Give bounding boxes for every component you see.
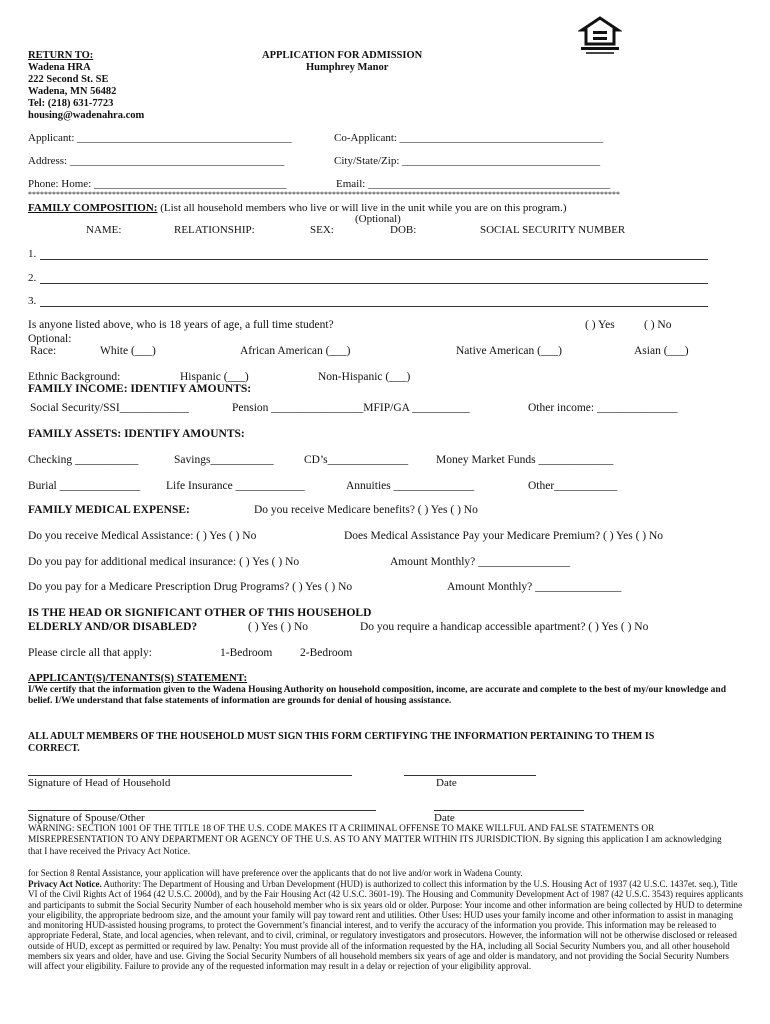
org-tel: Tel: (218) 631-7723 [28, 98, 114, 109]
asset-life-insurance[interactable]: Life Insurance ____________ [166, 480, 305, 492]
asset-cds[interactable]: CD’s______________ [304, 454, 409, 466]
head-signature-label: Signature of Head of Household [28, 777, 171, 789]
medical-heading: FAMILY MEDICAL EXPENSE: [28, 504, 190, 516]
member-row-line[interactable] [40, 283, 708, 284]
asset-burial[interactable]: Burial ______________ [28, 480, 141, 492]
asset-checking[interactable]: Checking ___________ [28, 454, 139, 466]
org-email: housing@wadenahra.com [28, 110, 145, 121]
equal-housing-logo [578, 16, 622, 56]
col-sex: SEX: [310, 224, 334, 236]
co-applicant-field[interactable]: Co-Applicant: _____________________________________ [334, 132, 604, 144]
head-date-line[interactable] [404, 775, 536, 776]
race-native-american[interactable]: Native American (___) [456, 345, 563, 357]
col-ssn: SOCIAL SECURITY NUMBER [480, 224, 626, 236]
ethnic-label: Ethnic Background: [28, 371, 121, 383]
optional-label: (Optional) [355, 213, 401, 225]
spouse-signature-line[interactable] [28, 810, 376, 811]
all-adults-notice: ALL ADULT MEMBERS OF THE HOUSEHOLD MUST SIGN THIS FORM CERTIFYING THE INFORMATION PERTAINING TO THEM IS CORRECT. [28, 731, 655, 754]
page-title: APPLICATION FOR ADMISSION [262, 50, 423, 61]
statement-heading: APPLICANT(S)/TENANTS(S) STATEMENT: [28, 672, 248, 684]
star-divider: **************************************************************************************************************************************************** [28, 190, 620, 199]
asset-savings[interactable]: Savings___________ [174, 454, 274, 466]
elderly-heading-line1: IS THE HEAD OR SIGNIFICANT OTHER OF THIS HOUSEHOLD [28, 607, 372, 619]
member-row-line[interactable] [40, 306, 708, 307]
return-to-label: RETURN TO: [28, 50, 94, 61]
insurance-amount-monthly[interactable]: Amount Monthly? ________________ [390, 556, 571, 568]
spouse-signature-label: Signature of Spouse/Other [28, 812, 145, 824]
income-pension-mfip[interactable]: Pension ________________MFIP/GA __________ [232, 402, 470, 414]
member-row-number: 1. [28, 248, 37, 260]
asset-annuities[interactable]: Annuities ______________ [346, 480, 475, 492]
col-dob: DOB: [390, 224, 417, 236]
race-african-american[interactable]: African American (___) [240, 345, 351, 357]
family-composition-line [28, 202, 567, 214]
family-composition-instruction: (List all household members who live or will live in the unit while you are on this program.) [160, 202, 567, 214]
bedroom-2[interactable]: 2-Bedroom [300, 647, 353, 659]
student-no[interactable]: ( ) No [644, 319, 672, 331]
ethnic-hispanic[interactable]: Hispanic (___) [180, 371, 249, 383]
asset-other[interactable]: Other___________ [528, 480, 618, 492]
handicap-question[interactable]: Do you require a handicap accessible apartment? ( ) Yes ( ) No [360, 621, 649, 633]
member-row-number: 2. [28, 272, 37, 284]
ethnic-non-hispanic[interactable]: Non-Hispanic (___) [318, 371, 411, 383]
statement-text: I/We certify that the information given to the Wadena Housing Authority on household composition, income, are accurate and complete to the best of my/our knowledge and belief. I/We understand that false statements of information are grounds for denial of housing assistance. [28, 685, 726, 706]
medicare-benefits-question[interactable]: Do you receive Medicare benefits? ( ) Yes ( ) No [254, 504, 478, 516]
assets-heading: FAMILY ASSETS: IDENTIFY AMOUNTS: [28, 428, 245, 440]
bedroom-1[interactable]: 1-Bedroom [220, 647, 273, 659]
income-other[interactable]: Other income: ______________ [528, 402, 678, 414]
page-subtitle: Humphrey Manor [306, 62, 389, 73]
race-white[interactable]: White (___) [100, 345, 156, 357]
optional-race-label: Optional: [28, 333, 72, 345]
city-state-zip-field[interactable]: City/State/Zip: ____________________________________ [334, 155, 601, 167]
asset-money-market[interactable]: Money Market Funds _____________ [436, 454, 614, 466]
medicare-premium-question[interactable]: Does Medical Assistance Pay your Medicare Premium? ( ) Yes ( ) No [344, 530, 664, 542]
student-yes[interactable]: ( ) Yes [585, 319, 615, 331]
spouse-date-label: Date [434, 812, 455, 824]
head-date-label: Date [436, 777, 457, 789]
race-asian[interactable]: Asian (___) [634, 345, 689, 357]
col-relationship: RELATIONSHIP: [174, 224, 255, 236]
privacy-act-text: Authority: The Department of Housing and Urban Development (HUD) is authorized to collect this information by the U.S. Housing Act of 1937 (42 U.S.C. 1437et. seq.), Title VI of the Civil Rights Act of 1964 (42 U.S.C. 2000d), and by the Fair Housing Act (42 U.S.C. 3601-19). The Housing and Community Development Act of 1987 (42 U.S.C. 3543) requires applicants and participants to submit the Social Security Number of each household member who is six years old or older. Purpose: Your income and other information are being collected by HUD to determine your eligibility, the appropriate bedroom size, and the amount your family will pay toward rent and utilities. Other Uses: HUD uses your family income and other information to assist in managing and monitoring HUD-assisted housing programs, to protect the Government’s financial interest, and to verify the accuracy of the information you provide. This information may be released to appropriate Federal, State, and local agencies, when relevant, and to civil, criminal, or regulatory investigators and prosecutors. However, the information will not be otherwise disclosed or released outside of HUD, except as permitted or required by law. Penalty: You must provide all of the information requested by the HA, including all Social Security Numbers you, and all other household members six years and older, have and use. Giving the Social Security Numbers of all household members six years of age and older is mandatory, and not providing the Social Security Numbers will affect your eligibility. Failure to provide any of the requested information may result in a delay or rejection of your eligibility approval. [28, 879, 744, 972]
org-city: Wadena, MN 56482 [28, 86, 117, 97]
additional-insurance-question[interactable]: Do you pay for additional medical insurance: ( ) Yes ( ) No [28, 556, 300, 568]
address-field[interactable]: Address: _______________________________________ [28, 155, 285, 167]
bedroom-label: Please circle all that apply: [28, 647, 152, 659]
medical-assistance-question[interactable]: Do you receive Medical Assistance: ( ) Yes ( ) No [28, 530, 257, 542]
phone-field[interactable]: Phone: Home: ___________________________________ [28, 178, 287, 190]
race-label: Race: [30, 345, 57, 357]
warning-text: WARNING: SECTION 1001 OF THE TITLE 18 OF THE U.S. CODE MAKES IT A CRIIMINAL OFFENSE TO MAKE WILLFUL AND FALSE STATEMENTS OR MISREPRESENTATION TO ANY DEPARTMENT OR AGENCY OF THE U.S. AS TO ANY MATTER WITHIN ITS JURISDICTION. By signing this application I am acknowledging that I have received the Privacy Act Notice. [28, 824, 722, 857]
org-name: Wadena HRA [28, 62, 91, 73]
privacy-act-label: Privacy Act Notice. [28, 879, 102, 889]
member-row-line[interactable] [40, 259, 708, 260]
org-street: 222 Second St. SE [28, 74, 109, 85]
header-address-block [28, 50, 144, 122]
member-row-number: 3. [28, 295, 37, 307]
section8-note: for Section 8 Rental Assistance, your application will have preference over the applicants that do not live and/or work in Wadena County. [28, 868, 523, 878]
prescription-drug-question[interactable]: Do you pay for a Medicare Prescription Drug Programs? ( ) Yes ( ) No [28, 581, 353, 593]
income-ssi[interactable]: Social Security/SSI____________ [30, 402, 189, 414]
elderly-yes-no[interactable]: ( ) Yes ( ) No [248, 621, 309, 633]
privacy-act-notice [28, 879, 744, 972]
family-composition-heading: FAMILY COMPOSITION: [28, 202, 158, 214]
prescription-amount-monthly[interactable]: Amount Monthly? _______________ [447, 581, 622, 593]
col-name: NAME: [86, 224, 122, 236]
email-field[interactable]: Email: ____________________________________________ [336, 178, 611, 190]
elderly-heading-line2: ELDERLY AND/OR DISABLED? [28, 621, 198, 633]
spouse-date-line[interactable] [434, 810, 584, 811]
student-question: Is anyone listed above, who is 18 years of age, a full time student? [28, 319, 334, 331]
income-heading: FAMILY INCOME: IDENTIFY AMOUNTS: [28, 383, 252, 395]
applicant-field[interactable]: Applicant: _______________________________________ [28, 132, 292, 144]
head-signature-line[interactable] [28, 775, 352, 776]
